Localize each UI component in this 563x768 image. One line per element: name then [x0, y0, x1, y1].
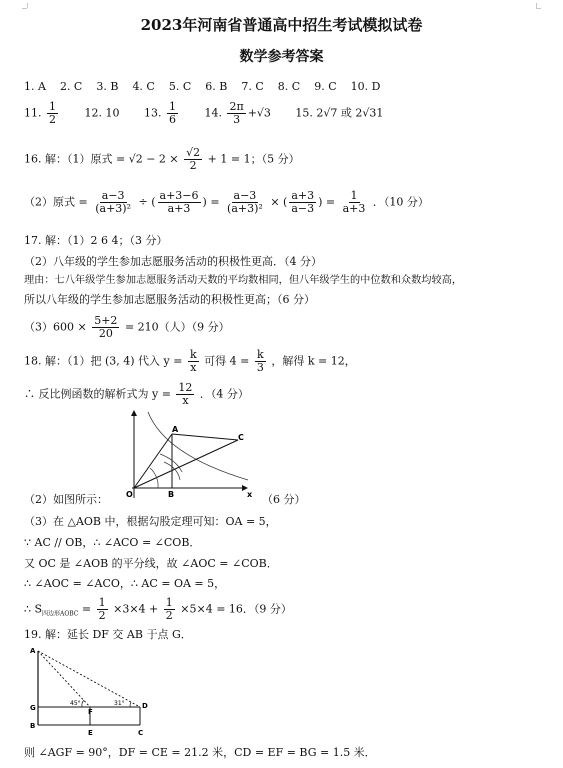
crop-mark	[536, 8, 541, 9]
denominator: 3	[256, 361, 264, 374]
denominator: (a+3)²	[227, 202, 263, 215]
q18-line7: ∴ ∠AOC = ∠ACO，∴ AC = OA = 5，	[24, 577, 226, 590]
q18-l8-tail: ×5×4 = 16．（9 分）	[180, 602, 292, 616]
q16-p2-head: （2）原式 =	[24, 195, 88, 209]
q15-answer: 15. 2√7 或 2√31	[295, 106, 384, 120]
numerator: a−3	[233, 189, 257, 202]
choice-answer: 6. B	[205, 80, 228, 93]
q18-l1-mid: 可得 4 =	[204, 354, 250, 368]
q18-line4: （3）在 △AOB 中，根据勾股定理可知：OA = 5，	[24, 515, 277, 528]
q18-l1-tail: ，解得 k = 12，	[271, 354, 356, 368]
q16-frac3	[225, 190, 265, 215]
denominator: 20	[98, 327, 113, 340]
q17-line4: 所以八年级的学生参加志愿服务活动的积极性更高；（6 分）	[24, 293, 315, 306]
q18-l2-tail: ．（4 分）	[199, 387, 249, 401]
segment-oa	[134, 434, 172, 488]
label-c: C	[238, 433, 244, 442]
choice-answer: 8. C	[277, 80, 301, 93]
q16-p1-tail: + 1 = 1；（5 分）	[207, 152, 300, 166]
label-a: A	[30, 647, 36, 655]
q17-line1: 17. 解：（1）2 6 4；（3 分）	[24, 234, 168, 247]
page-subtitle: 数学参考答案	[239, 49, 324, 65]
q11-fraction	[47, 101, 58, 126]
q12-answer: 12. 10	[84, 106, 120, 120]
q17-l5-head: （3）600 ×	[24, 320, 87, 334]
segment-oc	[134, 440, 238, 488]
q17-l5-tail: = 210（人）（9 分）	[124, 320, 230, 334]
equals-sign: =	[210, 195, 220, 209]
q13-label: 13.	[143, 106, 162, 120]
q18-line2	[24, 382, 249, 407]
denominator: 2	[98, 609, 106, 622]
denominator: a+3	[167, 202, 191, 215]
denominator: (a+3)²	[95, 202, 131, 215]
q18-line8	[24, 597, 292, 622]
q18-l8-mid: ×3×4 +	[113, 602, 159, 616]
denominator: x	[190, 361, 197, 374]
segment-ac	[172, 434, 238, 440]
q18-fraction	[176, 382, 194, 407]
q17-line3: 理由：七八年级学生参加志愿服务活动天数的平均数相同，但八年级学生的中位数和众数均较高，	[24, 275, 463, 286]
q18-line6: 又 OC 是 ∠AOB 的平分线，故 ∠AOC = ∠COB．	[24, 557, 278, 570]
angle-45-label: 45°	[70, 700, 81, 707]
choice-answer: 2. C	[59, 80, 83, 93]
q18-l1-head: 18. 解：（1）把 (3, 4) 代入 y =	[24, 354, 183, 368]
area-subscript: 四边形AOBC	[42, 610, 79, 618]
numerator: √2	[186, 146, 201, 159]
equals-sign: =	[325, 195, 336, 209]
q14-tail: +√3	[247, 106, 271, 120]
numerator: a+3	[291, 189, 315, 202]
q18-frac-kx	[188, 349, 199, 374]
q18-line3-score: （6 分）	[262, 493, 306, 506]
crop-mark	[27, 3, 28, 8]
label-x: x	[247, 490, 253, 498]
q16-p1-head: 16. 解：（1）原式 = √2 − 2 ×	[24, 152, 179, 166]
q16-p2-tail: ．（10 分）	[372, 195, 429, 209]
numerator: 1	[165, 596, 173, 609]
label-d: D	[142, 702, 148, 710]
y-axis-arrow	[131, 410, 137, 416]
crop-mark	[22, 8, 27, 9]
crop-mark	[536, 3, 537, 8]
choice-answer: 7. C	[241, 80, 264, 93]
label-b: B	[30, 722, 36, 730]
q16-frac5	[341, 190, 368, 215]
construction-arc	[160, 454, 182, 472]
angle-31-label: 31°	[114, 700, 125, 707]
q18-figure	[120, 410, 255, 498]
angle-arc-f	[82, 700, 84, 707]
choice-answer: 5. C	[168, 80, 192, 93]
q19-line2: 则 ∠AGF = 90°，DF = CE = 21.2 米，CD = EF = BG = 1.5 米．	[24, 746, 376, 759]
label-g: G	[30, 704, 36, 712]
equals-sign: =	[81, 602, 92, 616]
q16-frac1	[93, 190, 133, 215]
q18-half2	[164, 597, 175, 622]
denominator: 2	[189, 159, 197, 172]
sight-line-f	[38, 651, 90, 707]
q18-l8-head: ∴ S	[24, 602, 43, 616]
times-sign: ×	[270, 195, 280, 209]
label-a: A	[172, 425, 179, 434]
denominator: a−3	[291, 202, 315, 215]
page-title: 2023年河南省普通高中招生考试模拟试卷	[140, 16, 423, 34]
label-o: O	[126, 490, 133, 498]
q19-figure	[28, 645, 158, 737]
denominator: 3	[233, 113, 241, 126]
denominator: 6	[168, 113, 176, 126]
q16-part2: （2）原式 = $\frac{a-3}{\text{(a+3)²}}$ ÷ ( $\frac{a+3-6}{a+3}$ ) = $\frac{a-3}{\text{(a+3)²}}$ × ( $\frac{a+3}{a-3}$ ) = $\frac{1}{a+3}$ ．（10 分）	[24, 189, 429, 215]
q16-frac4	[289, 190, 316, 215]
q17-line2: （2）八年级的学生参加志愿服务活动的积极性更高．（4 分）	[24, 255, 322, 268]
divide-sign: ÷	[138, 195, 148, 209]
q18-line3: （2）如图所示：	[24, 493, 108, 506]
sight-line-d	[38, 651, 140, 707]
angle-arc-d	[130, 702, 131, 707]
q18-half1	[97, 597, 108, 622]
fill-answers	[24, 101, 383, 126]
choice-answer: 10. D	[350, 80, 381, 93]
numerator: 5+2	[94, 314, 118, 327]
label-b: B	[168, 490, 175, 498]
q11-label: 11.	[24, 106, 42, 120]
q14-fraction	[227, 101, 245, 126]
construction-arc	[150, 468, 158, 488]
label-e: E	[88, 729, 93, 737]
numerator: a−3	[101, 189, 125, 202]
q13-fraction	[167, 101, 178, 126]
q17-line5	[24, 315, 230, 340]
numerator: 1	[168, 100, 176, 113]
numerator: k	[257, 348, 264, 361]
q14-label: 14.	[204, 106, 222, 120]
numerator: 1	[98, 596, 106, 609]
q17-fraction	[92, 315, 119, 340]
q18-frac-k3	[255, 349, 266, 374]
q19-line1: 19. 解：延长 DF 交 AB 于点 G．	[24, 628, 192, 641]
numerator: a+3−6	[159, 189, 199, 202]
q18-line5: ∵ AC // OB，∴ ∠ACO = ∠COB．	[24, 536, 201, 549]
denominator: 2	[165, 609, 173, 622]
numerator: 1	[350, 189, 358, 202]
label-f: F	[88, 708, 93, 716]
numerator: 1	[49, 100, 56, 113]
choice-answer: 9. C	[314, 80, 337, 93]
q18-l2-head: ∴ 反比例函数的解析式为 y =	[24, 387, 171, 401]
choice-answer: 3. B	[96, 80, 119, 93]
q16-frac2	[158, 190, 201, 215]
q16-p1-fraction	[184, 147, 202, 172]
numerator: k	[189, 348, 197, 361]
choice-answers	[24, 80, 380, 94]
numerator: 2π	[229, 100, 244, 113]
q18-line1	[24, 349, 356, 374]
label-c: C	[138, 729, 144, 737]
choice-answer: 1. A	[24, 80, 46, 93]
q16-part1	[24, 147, 300, 172]
numerator: 12	[178, 381, 193, 394]
choice-answer: 4. C	[132, 80, 155, 93]
denominator: x	[182, 394, 189, 407]
denominator: 2	[49, 113, 56, 126]
denominator: a+3	[342, 202, 366, 215]
